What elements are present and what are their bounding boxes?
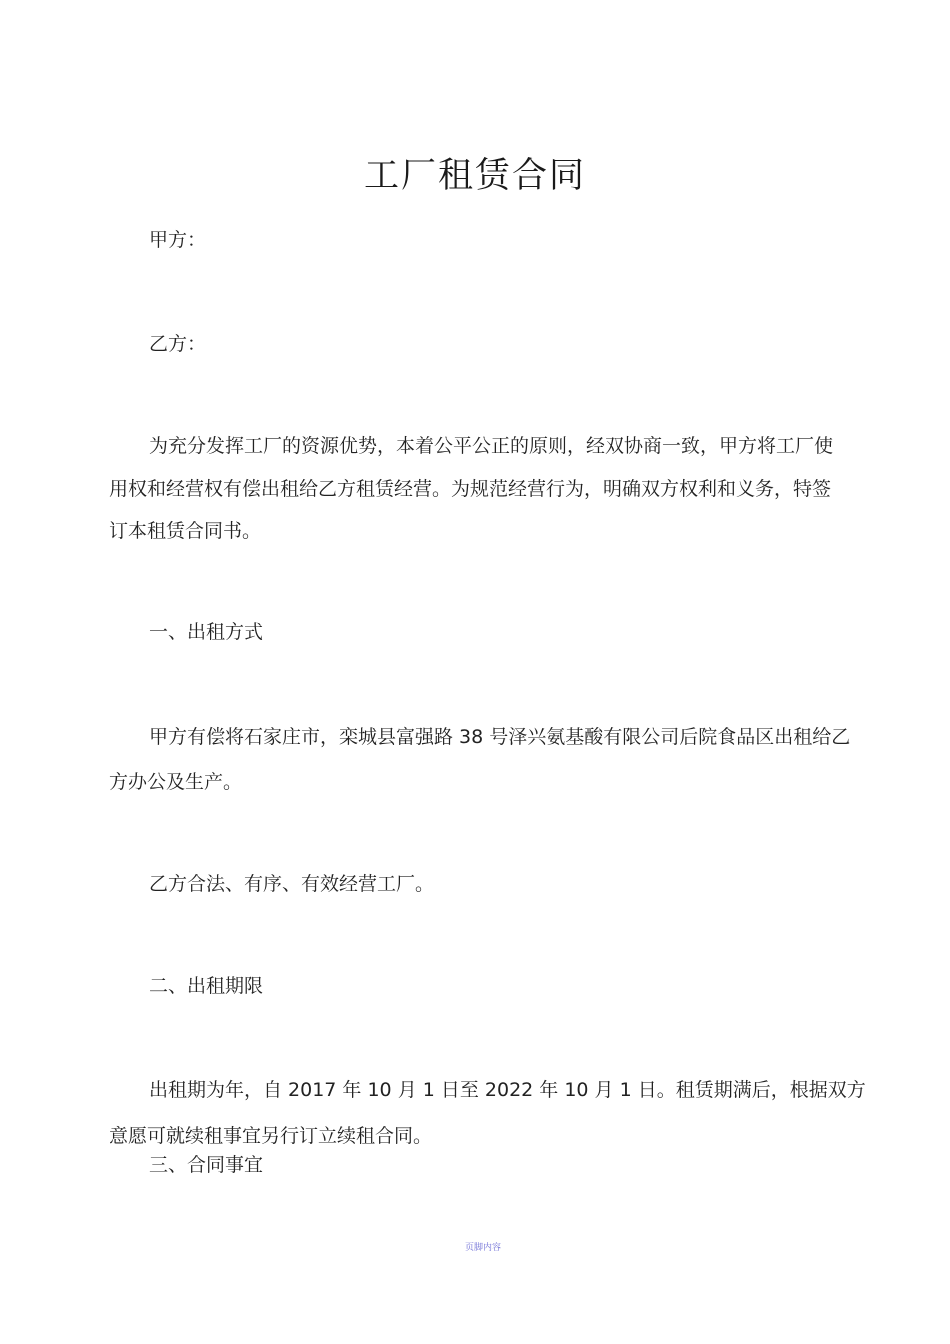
intro-line-3: 订本租赁合同书。 [109,520,262,542]
intro-line-2: 用权和经营权有偿出租给乙方租赁经营。为规范经营行为，明确双方权利和义务，特签 [109,478,832,500]
section2-heading: 二、出租期限 [149,975,264,997]
section1-para-line-2: 方办公及生产。 [109,771,243,793]
page-footer: 页脚内容 [465,1243,502,1253]
document-title: 工厂租赁合同 [363,156,586,196]
section3-heading: 三、合同事宜 [149,1154,264,1176]
section1-para-line-1: 甲方有偿将石家庄市，栾城县富强路 38 号泽兴氨基酸有限公司后院食品区出租给乙 [149,726,851,748]
party-a-label: 甲方： [149,229,207,251]
section2-para-line-1: 出租期为年，自 2017 年 10 月 1 日至 2022 年 10 月 1 日。租赁期满后，根据双方 [149,1079,866,1101]
section1-para2: 乙方合法、有序、有效经营工厂。 [149,873,435,895]
section1-heading: 一、出租方式 [149,621,264,643]
section2-para-line-2: 意愿可就续租事宜另行订立续租合同。 [109,1125,433,1147]
party-b-label: 乙方： [149,333,207,355]
intro-line-1: 为充分发挥工厂的资源优势，本着公平公正的原则，经双协商一致，甲方将工厂使 [149,435,834,457]
